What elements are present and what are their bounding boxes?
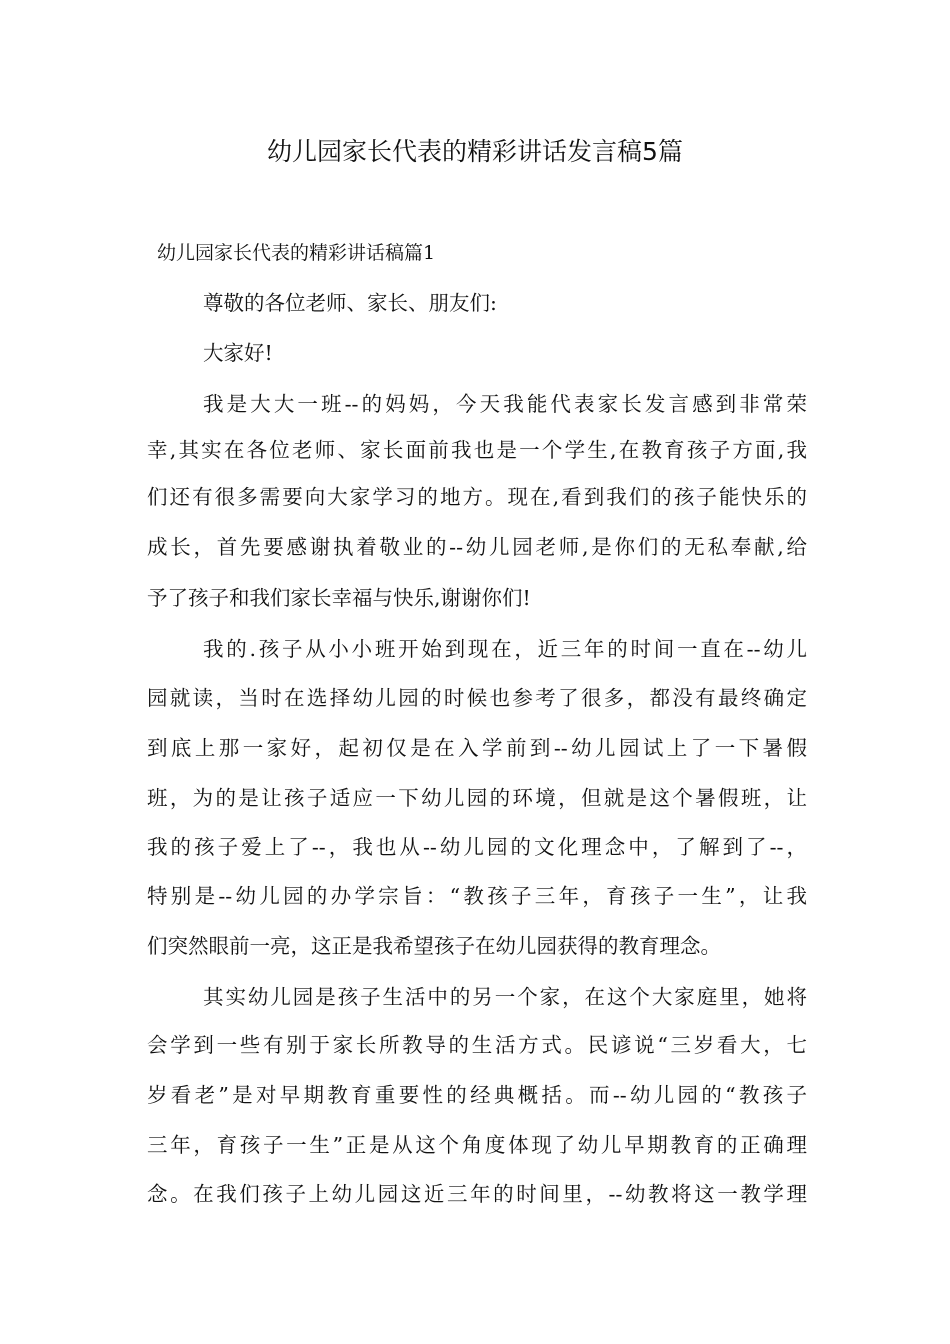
paragraph-line: 园就读，当时在选择幼儿园的时候也参考了很多，都没有最终确定: [147, 686, 807, 710]
paragraph-line: 们还有很多需要向大家学习的地方。现在,看到我们的孩子能快乐的: [147, 485, 807, 509]
paragraph-line: 我的.孩子从小小班开始到现在，近三年的时间一直在--幼儿: [203, 637, 807, 661]
paragraph-line: 其实幼儿园是孩子生活中的另一个家，在这个大家庭里，她将: [203, 985, 807, 1009]
paragraph-line: 予了孩子和我们家长幸福与快乐,谢谢你们!: [147, 586, 531, 610]
salutation-line: 尊敬的各位老师、家长、朋友们:: [203, 291, 497, 315]
paragraph-line: 我的孩子爱上了--，我也从--幼儿园的文化理念中，了解到了--，: [147, 835, 807, 859]
paragraph-line: 我是大大一班--的妈妈，今天我能代表家长发言感到非常荣: [203, 392, 807, 416]
paragraph-line: 念。在我们孩子上幼儿园这近三年的时间里，--幼教将这一教学理: [147, 1182, 807, 1206]
paragraph-line: 班，为的是让孩子适应一下幼儿园的环境，但就是这个暑假班，让: [147, 786, 807, 810]
paragraph-line: 会学到一些有别于家长所教导的生活方式。民谚说“三岁看大，七: [147, 1033, 807, 1057]
paragraph-line: 成长，首先要感谢执着敬业的--幼儿园老师,是你们的无私奉献,给: [147, 535, 807, 559]
paragraph-line: 特别是--幼儿园的办学宗旨：“教孩子三年，育孩子一生”，让我: [147, 884, 807, 908]
document-title: 幼儿园家长代表的精彩讲话发言稿5篇: [267, 137, 683, 166]
paragraph-line: 到底上那一家好，起初仅是在入学前到--幼儿园试上了一下暑假: [147, 736, 807, 760]
paragraph-line: 岁看老”是对早期教育重要性的经典概括。而--幼儿园的“教孩子: [147, 1083, 807, 1107]
greeting-line: 大家好!: [203, 341, 273, 365]
paragraph-line: 们突然眼前一亮，这正是我希望孩子在幼儿园获得的教育理念。: [147, 934, 721, 958]
section-heading: 幼儿园家长代表的精彩讲话稿篇1: [157, 242, 436, 264]
paragraph-line: 三年，育孩子一生”正是从这个角度体现了幼儿早期教育的正确理: [147, 1133, 807, 1157]
paragraph-line: 幸,其实在各位老师、家长面前我也是一个学生,在教育孩子方面,我: [147, 438, 807, 462]
